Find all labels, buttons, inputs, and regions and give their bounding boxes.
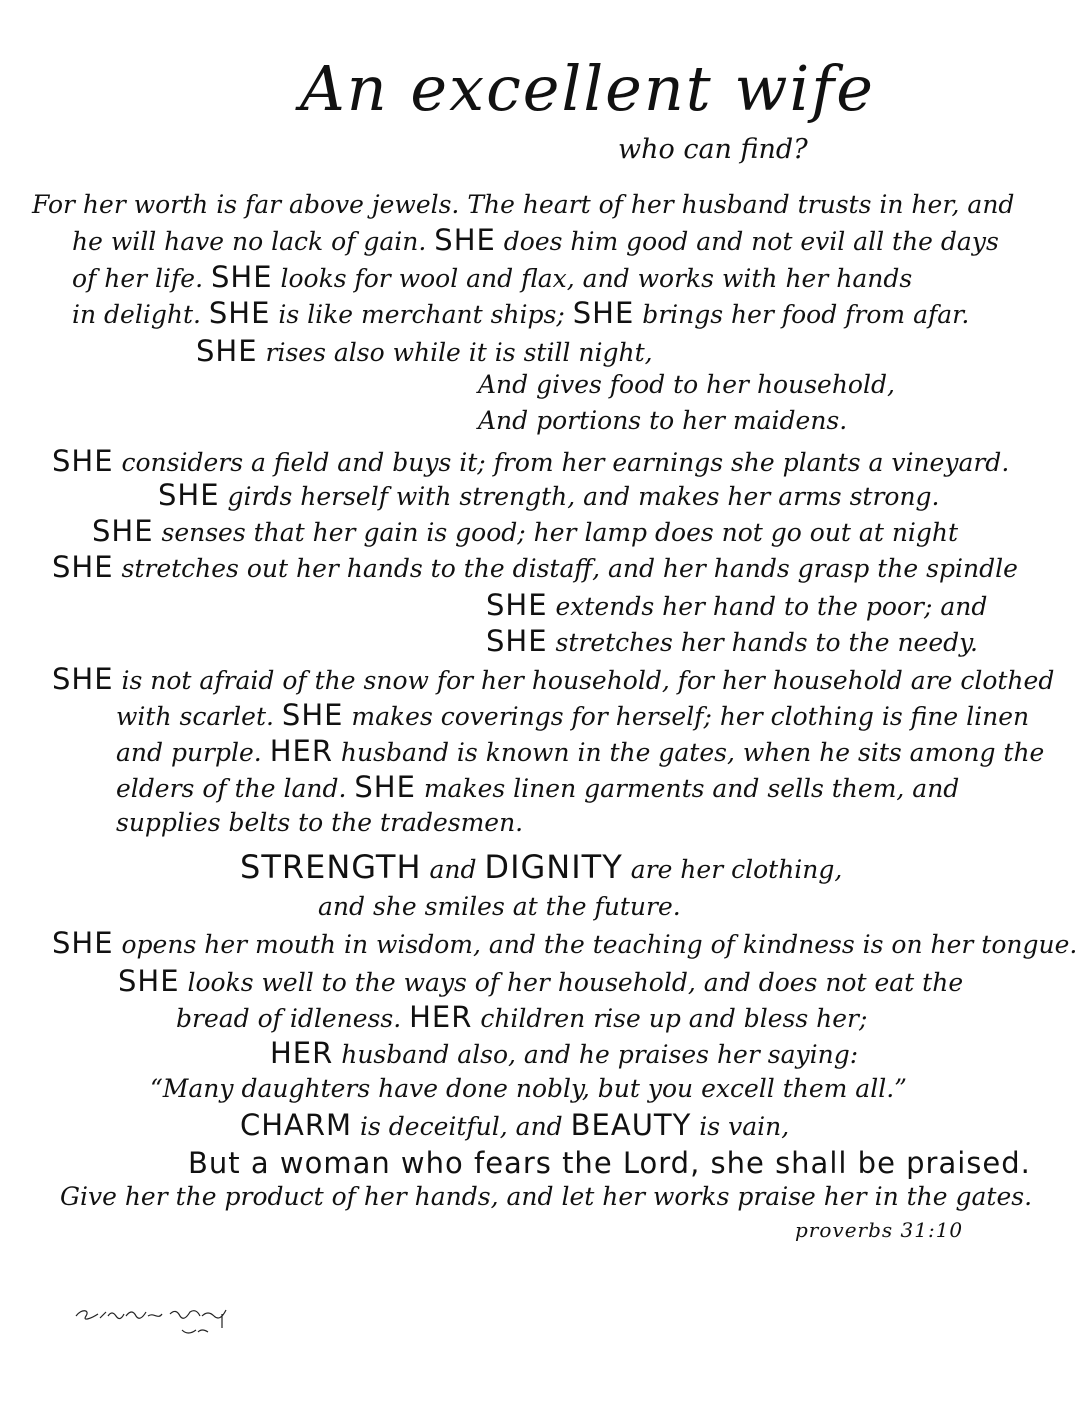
emphasized-word: SHE — [281, 698, 344, 732]
verse-text: of her life. — [72, 264, 211, 293]
verse-line — [478, 370, 895, 400]
verse-text: brings her food from afar. — [634, 300, 970, 329]
verse-text: and she smiles at the future. — [318, 892, 681, 921]
emphasized-word: SHE — [486, 624, 548, 658]
emphasized-word: HER — [269, 734, 333, 768]
verse-text: looks for wool and flax, and works with her hands — [272, 264, 913, 293]
verse-line — [60, 1182, 1032, 1212]
emphasized-word: SHE — [158, 478, 220, 512]
emphasized-word: But a woman who fears the Lord, she shall be praised. — [188, 1146, 1031, 1180]
verse-text: rises also while it is still night, — [257, 338, 653, 367]
verse-line — [72, 262, 912, 294]
page-title: An excellent wife — [300, 52, 875, 125]
verse-text: bread of idleness. — [176, 1004, 410, 1033]
verse-line — [240, 848, 843, 886]
verse-text: is like merchant ships; — [270, 300, 573, 329]
verse-text: he will have no lack of gain. — [72, 227, 435, 256]
verse-line — [270, 1038, 858, 1070]
emphasized-word: SHE — [92, 514, 154, 548]
verse-text: makes linen garments and sells them, and — [415, 774, 960, 803]
verse-line — [176, 1002, 867, 1034]
emphasized-word: SHE — [118, 964, 180, 998]
emphasized-word: HER — [270, 1036, 334, 1070]
verse-line — [52, 928, 1077, 960]
verse-line — [158, 480, 940, 512]
emphasized-word: SHE — [52, 926, 114, 960]
verse-text: husband is known in the gates, when he sits among the — [332, 738, 1045, 767]
verse-line — [52, 664, 1054, 696]
emphasized-word: SHE — [434, 223, 496, 257]
calligrapher-signature — [72, 1302, 252, 1346]
verse-text: and — [421, 855, 485, 884]
verse-text: senses that her gain is good; her lamp does not go out at night — [153, 518, 959, 547]
verse-line — [116, 808, 523, 838]
verse-line — [116, 736, 1044, 768]
verse-line — [118, 966, 963, 998]
verse-text: stretches out her hands to the distaff, and her hands grasp the spindle — [113, 554, 1018, 583]
emphasized-word: SHE — [208, 296, 271, 330]
verse-line — [92, 516, 958, 548]
verse-text: stretches her hands to the needy. — [547, 628, 978, 657]
verse-text: does him good and not evil all the days — [495, 227, 999, 256]
verse-text: extends her hand to the poor; and — [547, 592, 988, 621]
verse-line — [486, 626, 978, 658]
verse-text: makes coverings for herself; her clothing is fine linen — [343, 702, 1030, 731]
verse-line — [116, 772, 959, 804]
emphasized-word: HER — [409, 1000, 473, 1034]
verse-text: And gives food to her household, — [478, 370, 895, 399]
verse-line — [486, 590, 987, 622]
verse-text: looks well to the ways of her household, and does not eat the — [179, 968, 964, 997]
emphasized-word: SHE — [196, 334, 258, 368]
verse-line — [72, 225, 999, 257]
verse-text: considers a field and buys it; from her earnings she plants a vineyard. — [113, 448, 1010, 477]
verse-text: are her clothing, — [622, 855, 843, 884]
verse-text: is vain, — [691, 1112, 790, 1141]
emphasized-word: SHE — [52, 444, 114, 478]
emphasized-word: SHE — [52, 550, 114, 584]
verse-line — [52, 446, 1009, 478]
verse-line — [72, 298, 969, 330]
verse-line — [52, 552, 1018, 584]
emphasized-word: SHE — [210, 260, 273, 294]
emphasized-word: CHARM — [240, 1108, 353, 1142]
verse-line — [240, 1110, 789, 1142]
verse-text: in delight. — [72, 300, 209, 329]
verse-line — [32, 190, 1014, 220]
emphasized-word: SHE — [486, 588, 548, 622]
verse-text: husband also, and he praises her saying: — [333, 1040, 859, 1069]
verse-text: is deceitful, and — [352, 1112, 571, 1141]
emphasized-word: SHE — [572, 296, 635, 330]
verse-text: Give her the product of her hands, and let her works praise her in the gates. — [60, 1182, 1033, 1211]
verse-line — [150, 1074, 907, 1104]
verse-line — [318, 892, 681, 922]
emphasized-word: SHE — [354, 770, 416, 804]
emphasized-word: BEAUTY — [570, 1108, 692, 1142]
verse-line — [116, 700, 1029, 732]
emphasized-word: DIGNITY — [484, 848, 623, 886]
scripture-reference: proverbs 31:10 — [795, 1218, 964, 1242]
emphasized-word: STRENGTH — [240, 848, 422, 886]
verse-text: supplies belts to the tradesmen. — [116, 808, 524, 837]
verse-text: children rise up and bless her; — [472, 1004, 868, 1033]
verse-text: with scarlet. — [116, 702, 282, 731]
verse-text: “Many daughters have done nobly, but you excell them all.” — [150, 1074, 907, 1103]
verse-text: and purple. — [116, 738, 270, 767]
emphasized-word: SHE — [52, 662, 114, 696]
verse-line — [188, 1148, 1031, 1180]
verse-text: For her worth is far above jewels. The heart of her husband trusts in her, and — [32, 190, 1015, 219]
verse-text: And portions to her maidens. — [478, 406, 848, 435]
page-subtitle: who can find? — [618, 134, 808, 165]
verse-text: girds herself with strength, and makes her arms strong. — [219, 482, 940, 511]
verse-text: elders of the land. — [116, 774, 355, 803]
verse-text: opens her mouth in wisdom, and the teaching of kindness is on her tongue. — [113, 930, 1078, 959]
verse-line — [478, 406, 847, 436]
verse-line — [196, 336, 653, 368]
verse-text: is not afraid of the snow for her household, for her household are clothed — [113, 666, 1055, 695]
